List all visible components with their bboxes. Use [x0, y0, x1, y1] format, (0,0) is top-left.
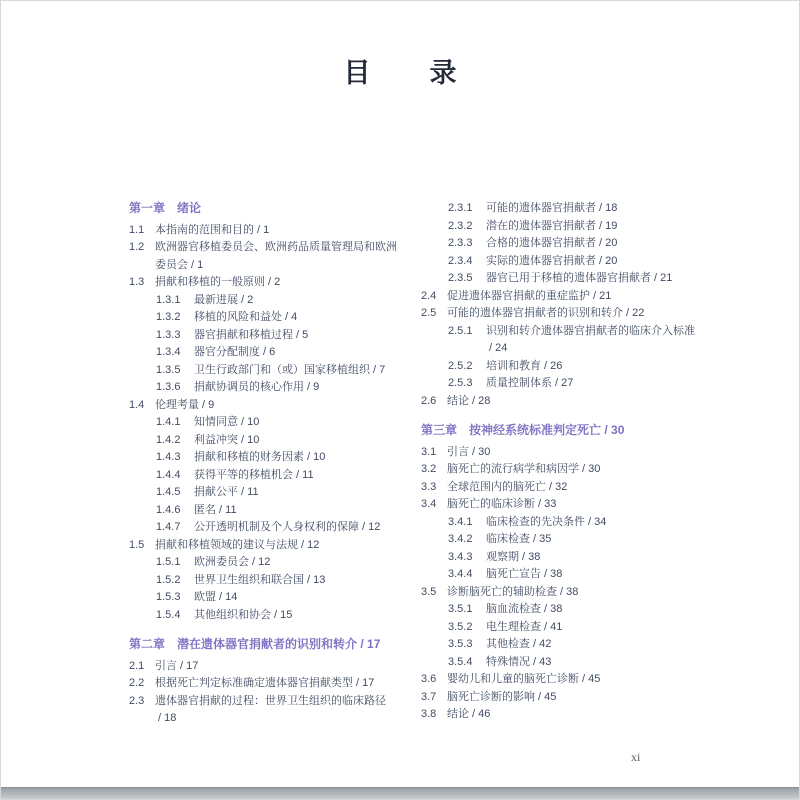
entry-title: 识别和转介遗体器官捐献者的临床介入标准: [486, 324, 695, 337]
entry-separator: /: [304, 381, 314, 393]
entry-page-number: 10: [247, 433, 260, 446]
entry-separator: /: [519, 550, 529, 563]
entry-page-number: 30: [611, 423, 625, 437]
entry-separator: /: [541, 603, 551, 615]
entry-page-number: 46: [478, 708, 491, 720]
entry-number: 1.3: [129, 276, 145, 288]
entry-separator: /: [623, 307, 633, 319]
entry-title: 脑死亡诊断的影响: [447, 690, 535, 703]
entry-number: 1.2: [129, 241, 145, 253]
entry-page-number: 7: [379, 363, 386, 376]
entry-separator: /: [469, 394, 479, 407]
toc-entry: [448, 323, 699, 358]
entry-number: 3.4: [421, 498, 437, 510]
entry-title: 可能的遗体器官捐献者: [486, 202, 596, 214]
entry-separator: /: [557, 585, 567, 598]
entry-number: 3.6: [421, 673, 437, 685]
toc-entry: [156, 449, 401, 467]
toc-column-right: [421, 200, 699, 724]
entry-separator: /: [304, 573, 314, 586]
entry-number: 1.3.3: [156, 328, 181, 341]
entry-number: 1.3.6: [156, 381, 181, 393]
entry-title: 培训和教育: [486, 359, 541, 372]
entry-separator: /: [596, 254, 606, 267]
toc-entry: [448, 253, 699, 271]
toc-chapter-heading: [421, 422, 699, 440]
toc-entry: [156, 309, 401, 327]
entry-number: 3.5.4: [448, 655, 473, 668]
entry-page-number: 21: [660, 272, 673, 284]
entry-page-number: 2: [274, 276, 281, 288]
entry-page-number: 12: [307, 538, 320, 551]
entry-separator: /: [155, 712, 165, 724]
entry-separator: /: [486, 342, 496, 354]
entry-page-number: 4: [291, 311, 298, 323]
entry-page-number: 20: [605, 237, 618, 249]
entry-separator: /: [177, 659, 187, 672]
entry-page-number: 6: [269, 346, 276, 358]
entry-separator: /: [304, 451, 314, 463]
entry-separator: /: [238, 416, 248, 428]
entry-separator: /: [199, 398, 209, 411]
entry-page-number: 38: [550, 603, 563, 615]
entry-number: 3.5: [421, 585, 437, 598]
entry-number: 1.4.4: [156, 468, 181, 481]
entry-title: 公开透明机制及个人身权利的保障: [194, 521, 359, 533]
entry-title: 脑死亡宣告: [486, 568, 541, 580]
toc-entry: [421, 444, 699, 462]
chapter-title: 第一章 绪论: [129, 201, 202, 215]
toc-entry: [129, 274, 401, 292]
entry-number: 1.4.5: [156, 486, 181, 498]
toc-entry: [421, 479, 699, 497]
entry-number: 3.4.2: [448, 533, 473, 545]
entry-number: 1.4.1: [156, 416, 181, 428]
entry-separator: /: [238, 486, 248, 498]
entry-separator: /: [530, 655, 540, 668]
toc-entry: [421, 288, 699, 306]
entry-title: 婴幼儿和儿童的脑死亡诊断: [447, 673, 579, 685]
entry-title: 捐献协调员的核心作用: [194, 381, 304, 393]
toc-entry: [156, 292, 401, 310]
toc-entry: [448, 636, 699, 654]
entry-page-number: 18: [164, 712, 177, 724]
entry-number: 2.5.3: [448, 377, 473, 389]
entry-title: 临床检查: [486, 533, 530, 545]
entry-separator: /: [216, 503, 226, 516]
entry-separator: /: [596, 202, 606, 214]
toc-entry: [448, 619, 699, 637]
entry-separator: /: [238, 433, 248, 446]
entry-number: 1.5.1: [156, 556, 181, 568]
entry-number: 3.3: [421, 480, 437, 493]
entry-title: 引言: [155, 659, 177, 672]
entry-page-number: 26: [550, 359, 563, 372]
entry-page-number: 43: [539, 655, 552, 668]
entry-page-number: 1: [197, 258, 204, 271]
entry-number: 1.3.4: [156, 346, 181, 358]
entry-number: 1.5.2: [156, 573, 181, 586]
entry-page-number: 28: [478, 394, 491, 407]
entry-page-number: 18: [605, 202, 618, 214]
toc-entry: [421, 689, 699, 707]
toc-entry: [421, 706, 699, 724]
entry-title: 脑死亡的临床诊断: [447, 498, 535, 510]
entry-separator: /: [254, 223, 264, 236]
toc-entry: [421, 584, 699, 602]
chapter-title: 第三章 按神经系统标准判定死亡: [421, 423, 602, 437]
toc-entry: [156, 589, 401, 607]
entry-title: 捐献和移植领域的建议与法规: [155, 538, 298, 551]
entry-page-number: 11: [302, 468, 314, 481]
entry-separator: /: [535, 690, 545, 703]
entry-title: 质量控制体系: [486, 377, 552, 389]
entry-title: 卫生行政部门和（或）国家移植组织: [194, 363, 370, 376]
toc-entry: [156, 484, 401, 502]
entry-number: 2.3.2: [448, 219, 473, 232]
toc-entry: [448, 514, 699, 532]
entry-separator: /: [579, 673, 589, 685]
entry-separator: /: [359, 521, 369, 533]
entry-page-number: 12: [368, 521, 381, 533]
entry-title: 捐献公平: [194, 486, 238, 498]
entry-number: 2.3.4: [448, 254, 473, 267]
toc-entry: [156, 327, 401, 345]
entry-title: 合格的遗体器官捐献者: [486, 237, 596, 249]
entry-separator: /: [596, 237, 606, 249]
entry-title: 捐献和移植的财务因素: [194, 451, 304, 463]
entry-title: 欧盟: [194, 591, 216, 603]
entry-number: 2.4: [421, 289, 437, 302]
entry-separator: /: [590, 289, 600, 302]
entry-separator: /: [530, 533, 540, 545]
entry-title: 根据死亡判定标准确定遗体器官捐献类型: [155, 677, 353, 689]
toc-entry: [156, 362, 401, 380]
entry-title: 器官已用于移植的遗体器官捐献者: [486, 272, 651, 284]
entry-number: 3.7: [421, 690, 437, 703]
entry-number: 2.5: [421, 307, 437, 319]
entry-title: 实际的遗体器官捐献者: [486, 254, 596, 267]
toc-entry: [448, 358, 699, 376]
entry-page-number: 30: [478, 445, 491, 458]
entry-title: 可能的遗体器官捐献者的识别和转介: [447, 307, 623, 319]
entry-page-number: 21: [599, 289, 612, 302]
entry-page-number: 12: [258, 556, 271, 568]
entry-title: 引言: [447, 445, 469, 458]
entry-separator: /: [585, 515, 595, 528]
toc-entry: [156, 607, 401, 625]
entry-separator: /: [188, 258, 198, 271]
entry-separator: /: [293, 328, 303, 341]
entry-page-number: 19: [605, 219, 618, 232]
entry-title: 本指南的范围和目的: [155, 223, 254, 236]
page-title: 目 录: [343, 58, 473, 88]
entry-number: 1.4.7: [156, 521, 181, 533]
entry-separator: /: [469, 708, 479, 720]
toc-entry: [129, 537, 401, 555]
entry-separator: /: [357, 637, 368, 651]
toc-entry: [448, 531, 699, 549]
entry-page-number: 35: [539, 533, 552, 545]
toc-entry: [448, 566, 699, 584]
toc-entry: [156, 467, 401, 485]
toc-entry: [156, 432, 401, 450]
toc-entry: [156, 554, 401, 572]
toc-entry: [156, 379, 401, 397]
toc-column-left: [129, 200, 401, 728]
entry-page-number: 14: [225, 591, 238, 603]
entry-number: 1.5.4: [156, 608, 181, 621]
entry-page-number: 38: [550, 568, 563, 580]
toc-entry: [421, 496, 699, 514]
entry-separator: /: [546, 480, 556, 493]
entry-separator: /: [651, 272, 661, 284]
chapter-title: 第二章 潜在遗体器官捐献者的识别和转介: [129, 637, 358, 651]
entry-number: 2.6: [421, 394, 437, 407]
entry-page-number: 22: [632, 307, 645, 319]
entry-title: 观察期: [486, 550, 519, 563]
entry-separator: /: [282, 311, 292, 323]
entry-page-number: 10: [247, 416, 260, 428]
entry-number: 3.1: [421, 445, 437, 458]
entry-page-number: 1: [263, 223, 270, 236]
toc-entry: [448, 601, 699, 619]
toc-entry: [448, 654, 699, 672]
entry-title: 潜在的遗体器官捐献者: [486, 219, 596, 232]
entry-page-number: 30: [588, 463, 601, 475]
entry-title: 脑死亡的流行病学和病因学: [447, 463, 579, 475]
entry-separator: /: [293, 468, 303, 481]
entry-number: 1.3.5: [156, 363, 181, 376]
entry-separator: /: [535, 498, 545, 510]
entry-title: 伦理考量: [155, 398, 199, 411]
entry-page-number: 13: [313, 573, 326, 586]
entry-separator: /: [469, 445, 479, 458]
toc-entry: [129, 397, 401, 415]
entry-page-number: 38: [528, 550, 541, 563]
toc-entry: [448, 375, 699, 393]
entry-number: 2.3.5: [448, 272, 473, 284]
entry-title: 结论: [447, 708, 469, 720]
entry-number: 3.4.1: [448, 515, 473, 528]
toc-entry: [129, 675, 401, 693]
toc-entry: [448, 200, 699, 218]
toc-entry: [129, 239, 401, 274]
entry-title: 移植的风险和益处: [194, 311, 282, 323]
entry-number: 2.3: [129, 694, 145, 707]
entry-separator: /: [271, 608, 281, 621]
toc-entry: [421, 671, 699, 689]
entry-page-number: 38: [566, 585, 579, 598]
entry-title: 最新进展: [194, 293, 238, 306]
toc-chapter-heading: [129, 200, 401, 218]
entry-page-number: 17: [186, 659, 199, 672]
entry-separator: /: [216, 591, 226, 603]
toc-chapter-heading: [129, 636, 401, 654]
entry-number: 1.5: [129, 538, 145, 551]
entry-title: 其他组织和协会: [194, 608, 271, 621]
entry-page-number: 9: [208, 398, 215, 411]
entry-number: 2.3.1: [448, 202, 473, 214]
entry-separator: /: [541, 568, 551, 580]
entry-separator: /: [260, 346, 270, 358]
toc-entry: [129, 693, 401, 728]
entry-separator: /: [249, 556, 259, 568]
entry-number: 1.4.6: [156, 503, 181, 516]
toc-entry: [448, 270, 699, 288]
entry-title: 电生理检查: [486, 620, 541, 633]
entry-page-number: 24: [495, 342, 508, 354]
toc-entry: [421, 461, 699, 479]
entry-number: 3.5.3: [448, 638, 473, 650]
entry-title: 器官分配制度: [194, 346, 260, 358]
entry-separator: /: [298, 538, 308, 551]
entry-number: 1.4: [129, 398, 145, 411]
entry-page-number: 20: [605, 254, 618, 267]
entry-page-number: 15: [280, 608, 293, 621]
entry-number: 2.3.3: [448, 237, 473, 249]
entry-title: 诊断脑死亡的辅助检查: [447, 585, 557, 598]
entry-number: 3.4.4: [448, 568, 473, 580]
entry-number: 3.8: [421, 708, 437, 720]
entry-page-number: 33: [544, 498, 557, 510]
entry-number: 2.5.1: [448, 324, 473, 337]
entry-page-number: 27: [561, 377, 574, 389]
entry-title: 特殊情况: [486, 655, 530, 668]
entry-page-number: 45: [544, 690, 557, 703]
toc-entry: [156, 519, 401, 537]
entry-number: 3.2: [421, 463, 437, 475]
entry-title: 促进遗体器官捐献的重症监护: [447, 289, 590, 302]
entry-page-number: 9: [313, 381, 320, 393]
entry-separator: /: [579, 463, 589, 475]
toc-entry: [129, 222, 401, 240]
entry-page-number: 42: [539, 638, 552, 650]
toc-entry: [421, 393, 699, 411]
entry-title: 获得平等的移植机会: [194, 468, 293, 481]
entry-separator: /: [541, 620, 551, 633]
entry-title: 全球范围内的脑死亡: [447, 480, 546, 493]
entry-page-number: 17: [362, 677, 375, 689]
entry-page-number: 2: [247, 293, 254, 306]
entry-number: 1.3.2: [156, 311, 181, 323]
entry-title: 器官捐献和移植过程: [194, 328, 293, 341]
entry-number: 1.3.1: [156, 293, 181, 306]
entry-page-number: 41: [550, 620, 563, 633]
entry-number: 3.5.2: [448, 620, 473, 633]
entry-separator: /: [552, 377, 562, 389]
entry-separator: /: [353, 677, 363, 689]
toc-entry: [448, 218, 699, 236]
entry-separator: /: [541, 359, 551, 372]
entry-number: 3.5.1: [448, 603, 473, 615]
toc-entry: [156, 502, 401, 520]
entry-page-number: 32: [555, 480, 568, 493]
entry-title: 脑血流检查: [486, 603, 541, 615]
entry-separator: /: [530, 638, 540, 650]
entry-separator: /: [596, 219, 606, 232]
toc-entry: [156, 572, 401, 590]
entry-title: 匿名: [194, 503, 216, 516]
entry-separator: /: [238, 293, 248, 306]
entry-title: 利益冲突: [194, 433, 238, 446]
entry-page-number: 45: [588, 673, 601, 685]
entry-separator: /: [265, 276, 275, 288]
entry-title: 结论: [447, 394, 469, 407]
toc-entry: [421, 305, 699, 323]
entry-page-number: 10: [313, 451, 326, 463]
entry-number: 2.2: [129, 677, 145, 689]
entry-title: 遗体器官捐献的过程：世界卫生组织的临床路径: [155, 694, 386, 707]
toc-entry: [129, 658, 401, 676]
page-number: xi: [631, 750, 641, 764]
toc-entry: [156, 414, 401, 432]
entry-title: 世界卫生组织和联合国: [194, 573, 304, 586]
entry-title: 临床检查的先决条件: [486, 515, 585, 528]
entry-separator: /: [601, 423, 612, 437]
entry-page-number: 17: [367, 637, 381, 651]
entry-title: 其他检查: [486, 638, 530, 650]
entry-number: 1.4.3: [156, 451, 181, 463]
entry-number: 1.4.2: [156, 433, 181, 446]
entry-separator: /: [370, 363, 380, 376]
entry-page-number: 11: [225, 503, 237, 516]
entry-title: 欧洲器官移植委员会、欧洲药品质量管理局和欧洲委员会: [155, 241, 397, 271]
entry-page-number: 11: [247, 486, 259, 498]
entry-number: 2.1: [129, 659, 145, 672]
entry-number: 2.5.2: [448, 359, 473, 372]
entry-page-number: 5: [302, 328, 309, 341]
entry-title: 欧洲委员会: [194, 556, 249, 568]
entry-number: 1.1: [129, 223, 145, 236]
entry-title: 知情同意: [194, 416, 238, 428]
entry-page-number: 34: [594, 515, 607, 528]
toc-entry: [448, 549, 699, 567]
page-bottom-edge: [1, 787, 799, 799]
entry-number: 1.5.3: [156, 591, 181, 603]
toc-entry: [156, 344, 401, 362]
toc-entry: [448, 235, 699, 253]
entry-number: 3.4.3: [448, 550, 473, 563]
entry-title: 捐献和移植的一般原则: [155, 276, 265, 288]
